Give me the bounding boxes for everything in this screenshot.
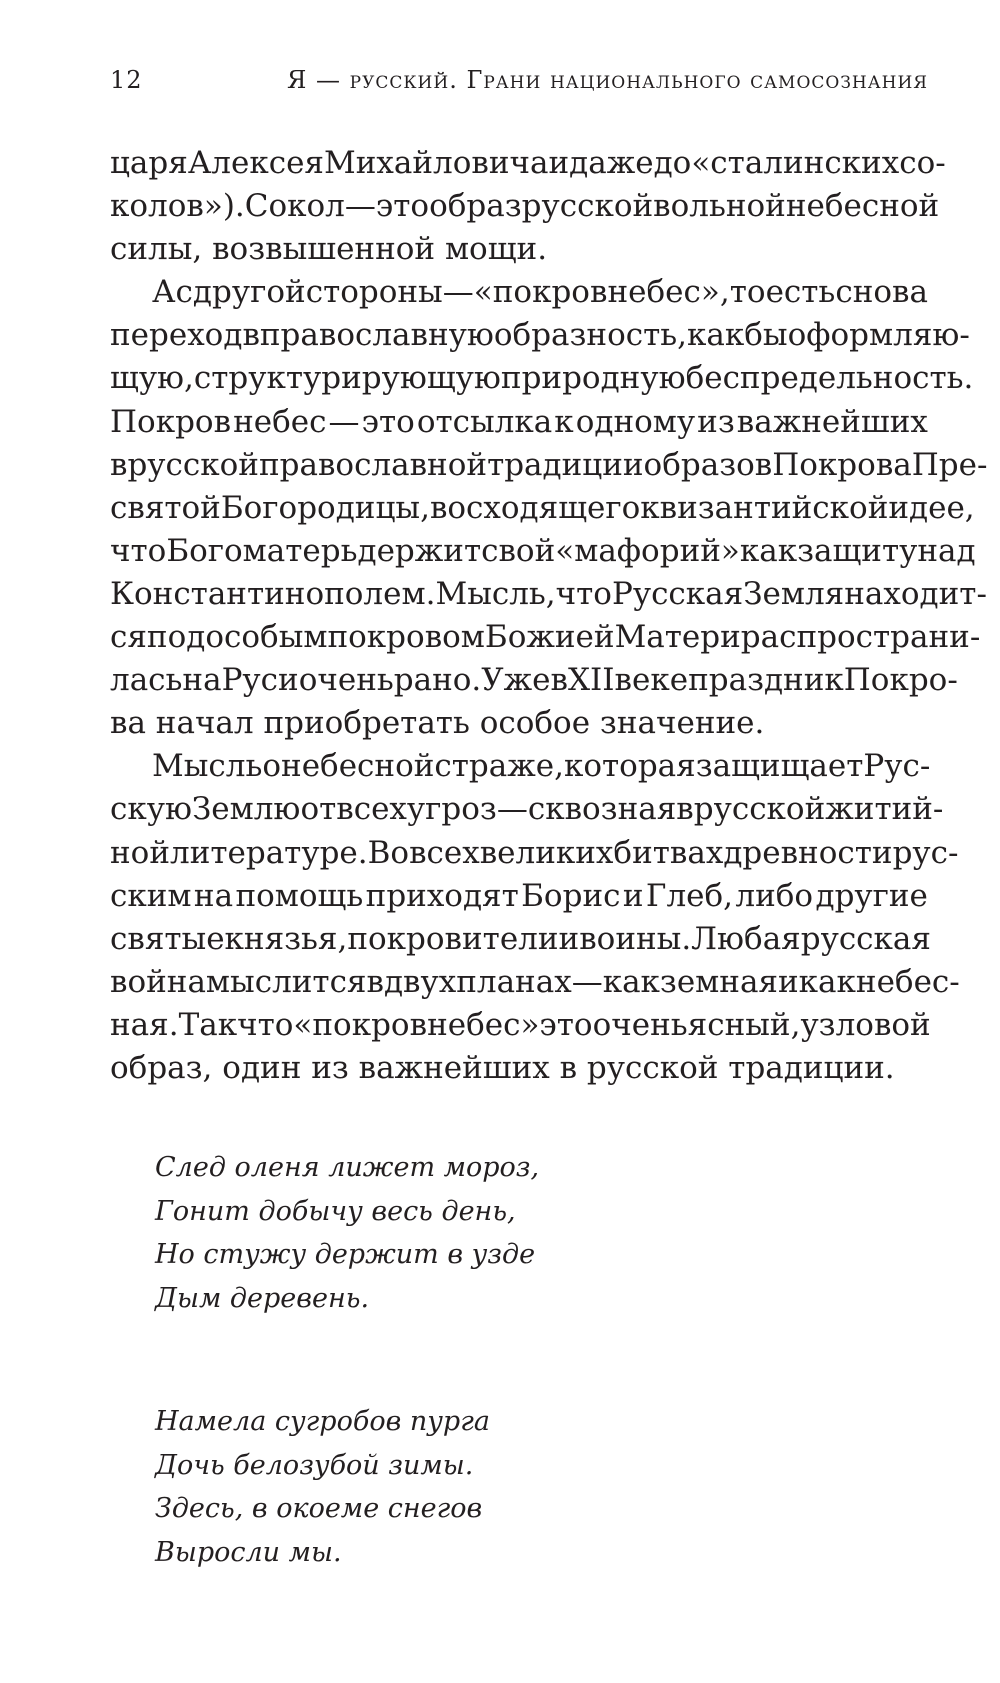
word: узловой xyxy=(800,1006,931,1043)
word: «сталинских xyxy=(691,145,900,181)
word: воины. xyxy=(579,920,692,957)
word: приходят xyxy=(365,877,519,914)
poem xyxy=(155,1146,539,1574)
poem-line: Здесь, в окоеме снегов xyxy=(155,1493,483,1524)
word: Землю xyxy=(191,791,301,828)
word: это xyxy=(539,1006,593,1043)
word: ским xyxy=(110,877,192,914)
poem-line: Но стужу держит в узде xyxy=(155,1239,536,1270)
word: как xyxy=(798,963,856,1000)
word: Пре- xyxy=(911,446,988,483)
word: ся xyxy=(110,619,147,656)
word: покровители xyxy=(347,920,559,957)
word: мыслится xyxy=(205,963,367,1000)
word: литературе. xyxy=(170,834,368,871)
word: Сокол xyxy=(244,188,345,225)
word: православной xyxy=(258,446,488,483)
word: распространи- xyxy=(740,619,981,656)
word: русской xyxy=(127,446,259,483)
word: всех xyxy=(409,834,480,871)
word: всех xyxy=(336,791,407,828)
text-line xyxy=(110,573,987,616)
word: особое xyxy=(479,705,591,742)
word: в xyxy=(559,1049,578,1086)
word: что xyxy=(555,575,612,612)
word: что xyxy=(237,1006,294,1043)
word: другие xyxy=(815,877,928,914)
word: двух xyxy=(383,963,457,1000)
word: от xyxy=(300,791,337,828)
word: даже xyxy=(569,145,654,181)
text-line xyxy=(110,444,988,487)
word: святые xyxy=(110,920,225,957)
poem-line: Дочь белозубой зимы. xyxy=(155,1449,474,1481)
word: — xyxy=(571,963,603,1000)
word: структурирующую xyxy=(193,360,501,397)
running-title: Я — русский. Грани национального самосознания xyxy=(287,66,928,94)
word: к xyxy=(640,489,660,526)
word: ва xyxy=(110,705,146,742)
word: Борис xyxy=(521,877,621,914)
word: до xyxy=(653,145,692,181)
word: переход xyxy=(110,317,243,354)
word: из xyxy=(697,403,735,440)
word: небес xyxy=(233,403,327,440)
text-line xyxy=(110,1047,928,1090)
word: «мафорий» xyxy=(555,532,740,569)
word: что xyxy=(110,532,167,569)
word: Любая xyxy=(691,920,801,957)
word: Земля xyxy=(743,575,845,612)
word: и xyxy=(558,920,580,957)
paragraph-3 xyxy=(110,745,960,1090)
word: православную xyxy=(259,317,494,354)
word: в xyxy=(110,446,128,483)
word: Покрова xyxy=(772,446,912,483)
word: Уже xyxy=(481,662,551,699)
word: великих xyxy=(479,834,614,871)
word: Богоматерь xyxy=(166,532,358,569)
word: в xyxy=(550,662,568,699)
word: природную xyxy=(500,360,686,397)
word: под xyxy=(146,619,206,656)
word: держит xyxy=(357,532,482,569)
word: угроз xyxy=(406,791,497,828)
word: о xyxy=(262,748,282,785)
word: образность, xyxy=(493,317,688,354)
word: беспредельность. xyxy=(685,360,974,397)
word: небесной xyxy=(785,188,940,225)
word: идее, xyxy=(888,489,975,526)
word: восходящего xyxy=(429,489,641,526)
body-text xyxy=(110,142,988,1090)
poem-stanza-1 xyxy=(155,1146,539,1320)
word: защищает xyxy=(695,748,864,785)
text-line xyxy=(110,228,928,271)
word: небесной xyxy=(281,748,435,785)
word: из xyxy=(311,1049,349,1086)
word: силы, xyxy=(110,231,203,268)
word: в xyxy=(366,963,384,1000)
word: особым xyxy=(205,619,328,656)
paragraph-1 xyxy=(110,142,946,271)
text-line xyxy=(110,616,981,659)
word: русской xyxy=(521,188,654,225)
word: с xyxy=(175,274,193,311)
word: мощи. xyxy=(444,231,548,268)
word: как xyxy=(602,963,660,1000)
text-line xyxy=(110,357,974,400)
word: небес» xyxy=(427,1006,540,1043)
poem-stanza-2 xyxy=(155,1400,539,1574)
word: образов xyxy=(643,446,773,483)
text-line xyxy=(110,142,946,185)
word: ной xyxy=(110,834,170,871)
text-line xyxy=(110,961,960,1004)
word: русской xyxy=(586,1049,719,1086)
text-line xyxy=(110,314,970,357)
word: святой xyxy=(110,489,221,526)
word: праздник xyxy=(688,662,844,699)
word: «покров xyxy=(473,274,608,311)
word: важнейших xyxy=(358,1049,550,1086)
word: вольной xyxy=(653,188,786,225)
word: очень xyxy=(298,662,394,699)
word: небес- xyxy=(855,963,960,1000)
word: Во xyxy=(367,834,410,871)
poem-line: Намела сугробов пурга xyxy=(155,1406,490,1437)
word: бы xyxy=(744,317,788,354)
text-line xyxy=(110,530,976,573)
text-line xyxy=(110,875,928,918)
page-number: 12 xyxy=(110,66,143,94)
poem-line: След оленя лижет мороз, xyxy=(155,1152,540,1183)
word: Так xyxy=(178,1006,238,1043)
word: другой xyxy=(192,274,306,311)
word: важнейших xyxy=(736,403,928,440)
word: русской xyxy=(693,791,826,828)
word: колов»). xyxy=(110,188,245,225)
word: как xyxy=(687,317,745,354)
word: на xyxy=(193,877,234,914)
word: традиции. xyxy=(728,1049,895,1086)
word: со- xyxy=(899,145,946,181)
word: щую, xyxy=(110,360,194,397)
word: традиции xyxy=(487,446,644,483)
page-header xyxy=(110,66,928,106)
word: А xyxy=(152,274,176,311)
word: как xyxy=(739,532,798,569)
word: — xyxy=(344,188,376,225)
poem-line: Выросли мы. xyxy=(155,1536,342,1568)
word: битвах xyxy=(613,834,724,871)
word: Руси xyxy=(221,662,299,699)
word: страже, xyxy=(434,748,564,785)
word: небес», xyxy=(607,274,730,311)
poem-line: Дым деревень. xyxy=(155,1282,370,1314)
text-line xyxy=(110,401,928,444)
word: война xyxy=(110,963,206,1000)
word: начал xyxy=(155,705,254,742)
word: Мысль xyxy=(152,748,263,785)
word: к xyxy=(554,403,574,440)
text-line xyxy=(110,832,959,875)
poem-line: Гонит добычу весь день, xyxy=(155,1195,516,1227)
word: в xyxy=(676,791,694,828)
word: оформляю- xyxy=(787,317,970,354)
text-line xyxy=(110,918,931,961)
word: то xyxy=(729,274,766,311)
text-line xyxy=(110,271,928,314)
word: Русская xyxy=(611,575,744,612)
word: отсылка xyxy=(416,403,553,440)
word: Рус- xyxy=(863,748,931,785)
word: князья, xyxy=(224,920,348,957)
paragraph-2 xyxy=(110,271,988,745)
word: возвышенной xyxy=(212,231,436,268)
word: образ xyxy=(429,188,522,225)
word: скую xyxy=(110,791,192,828)
text-line xyxy=(110,788,944,831)
word: помощь xyxy=(235,877,364,914)
word: «покров xyxy=(293,1006,428,1043)
word: Михайловича xyxy=(323,145,549,181)
word: это xyxy=(361,403,415,440)
word: над xyxy=(917,532,976,569)
word: значение. xyxy=(599,705,765,742)
word: свой xyxy=(481,532,556,569)
text-line xyxy=(110,487,975,530)
text-line xyxy=(110,745,931,788)
word: Матери xyxy=(614,619,741,656)
word: находит- xyxy=(844,575,987,612)
word: Божией xyxy=(484,619,615,656)
word: приобретать xyxy=(263,705,470,742)
word: Покров xyxy=(110,403,232,440)
word: Богородицы, xyxy=(220,489,430,526)
word: это xyxy=(375,188,430,225)
word: Алексея xyxy=(187,145,324,181)
word: есть xyxy=(765,274,836,311)
word: земная xyxy=(659,963,778,1000)
word: снова xyxy=(835,274,928,311)
word: один xyxy=(222,1049,302,1086)
word: и xyxy=(622,877,644,914)
text-line xyxy=(110,185,940,228)
word: рус- xyxy=(892,834,959,871)
word: Покро- xyxy=(843,662,958,699)
text-line xyxy=(110,1004,931,1047)
word: — xyxy=(442,274,474,311)
word: планах xyxy=(456,963,572,1000)
stanza-gap xyxy=(155,1320,539,1400)
word: защиту xyxy=(797,532,918,569)
word: и xyxy=(778,963,799,1000)
word: которая xyxy=(563,748,696,785)
word: одному xyxy=(575,403,696,440)
word: византийской xyxy=(659,489,889,526)
word: Константинополем. xyxy=(110,575,436,612)
word: Глеб, xyxy=(645,877,734,914)
text-line xyxy=(110,659,958,702)
word: XII xyxy=(567,662,615,699)
word: царя xyxy=(110,145,188,181)
word: — xyxy=(496,791,528,828)
word: рано. xyxy=(393,662,482,699)
word: ясный, xyxy=(687,1006,801,1043)
word: покровом xyxy=(327,619,485,656)
word: житий- xyxy=(825,791,944,828)
word: на xyxy=(182,662,222,699)
word: в xyxy=(242,317,260,354)
word: образ, xyxy=(110,1049,213,1086)
word: древности xyxy=(723,834,893,871)
word: — xyxy=(328,403,360,440)
word: либо xyxy=(735,877,814,914)
word: очень xyxy=(592,1006,688,1043)
word: Мысль, xyxy=(435,575,556,612)
word: и xyxy=(548,145,570,181)
word: лась xyxy=(110,662,183,699)
word: русская xyxy=(800,920,931,957)
word: веке xyxy=(614,662,689,699)
word: сквозная xyxy=(527,791,677,828)
text-line xyxy=(110,702,928,745)
word: ная. xyxy=(110,1006,179,1043)
word: стороны xyxy=(305,274,443,311)
